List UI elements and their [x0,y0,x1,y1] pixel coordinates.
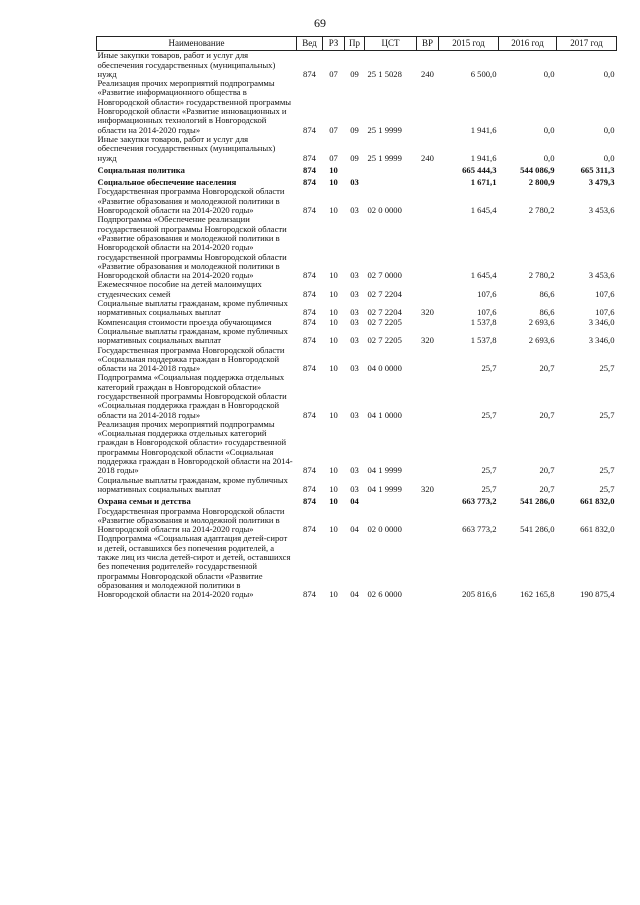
row-name: Реализация прочих мероприятий подпрограммы «Развитие информационного общества в Новгородской области» государственной программы Новгородской области «Развитие инновационных и информационных технологий в Новгородской области на 2014-2020 годы» [97,78,292,135]
row-2016: 162 165,8 [520,589,555,600]
row-rz: 10 [329,307,338,318]
row-2017: 25,7 [599,409,615,420]
table-row [97,280,617,299]
row-ved: 874 [303,496,316,507]
row-vr: 320 [421,483,434,494]
row-name: Иные закупки товаров, работ и услуг для обеспечения государственных (муниципальных) нужд [97,50,276,79]
row-2015: 663 773,2 [462,524,497,535]
row-cst [365,494,417,506]
row-pr: 03 [350,465,359,476]
row-rz: 10 [329,496,338,507]
row-pr: 03 [350,483,359,494]
row-2017: 3 346,0 [588,316,615,327]
row-2016: 2 780,2 [528,270,555,281]
row-2017: 3 453,6 [588,270,615,281]
row-2015: 205 816,6 [462,589,497,600]
row-rz: 10 [329,409,338,420]
row-pr: 04 [350,496,359,507]
row-pr: 04 [350,524,359,535]
header-cst: ЦСТ [365,37,417,51]
row-2017: 25,7 [599,483,615,494]
table-row [97,215,617,280]
row-2016: 2 780,2 [528,205,555,216]
row-name: Охрана семьи и детства [97,496,191,507]
row-ved: 874 [303,288,316,299]
row-ved: 874 [303,164,316,175]
row-name: Ежемесячное пособие на детей малоимущих студенческих семей [97,279,262,299]
row-rz: 10 [329,589,338,600]
table-row [97,534,617,599]
header-vr: ВР [417,37,439,51]
table-row [97,187,617,215]
table-body [97,51,617,600]
row-vr [417,318,439,327]
row-cst [365,163,417,175]
row-rz: 10 [329,335,338,346]
header-2016: 2016 год [499,37,557,51]
row-vr: 240 [421,68,434,79]
row-2017: 107,6 [595,307,615,318]
row-2015: 25,7 [481,465,497,476]
row-vr: 320 [421,307,434,318]
row-rz: 10 [329,164,338,175]
row-2016: 2 693,6 [528,316,555,327]
row-2017: 661 832,0 [580,496,615,507]
row-rz: 10 [329,205,338,216]
row-ved: 874 [303,589,316,600]
row-name: Государственная программа Новгородской области «Развитие образования и молодежной политики в Новгородской области на 2014-2020 годы» [97,505,285,535]
row-pr: 09 [350,68,359,79]
row-rz: 10 [329,270,338,281]
row-cst [365,175,417,187]
row-2017: 3 453,6 [588,205,615,216]
row-2017: 0,0 [603,124,615,135]
row-2017: 665 311,3 [580,164,615,175]
row-2015: 1 941,6 [470,152,497,163]
row-name: Подпрограмма «Социальная адаптация детей-сирот и детей, оставшихся без попечения родителей, а также лиц из числа детей-сирот и детей, оставшихся без попечения родителей» государственной программы Новгородской области «Развитие образования и молодежной политики в Новгородской области на 2014-2020 годы» [97,533,291,600]
row-vr [417,280,439,299]
row-cst: 04 1 9999 [367,483,402,494]
row-2016: 2 800,9 [528,177,555,188]
row-2015: 1 671,1 [470,177,497,188]
row-name: Социальное обеспечение населения [97,177,237,188]
row-ved: 874 [303,483,316,494]
table-row [97,507,617,535]
header-rz: РЗ [323,37,345,51]
table-row [97,373,617,419]
row-2016: 0,0 [543,152,555,163]
row-2016: 20,7 [539,363,555,374]
row-rz: 10 [329,465,338,476]
row-ved: 874 [303,68,316,79]
row-2015: 665 444,3 [462,164,497,175]
row-pr [345,163,365,175]
row-pr: 03 [350,409,359,420]
row-pr: 03 [350,177,359,188]
row-cst: 02 7 2204 [367,307,402,318]
row-pr: 04 [350,589,359,600]
row-2017: 25,7 [599,465,615,476]
row-rz: 07 [329,124,338,135]
row-cst: 25 1 9999 [367,152,402,163]
row-name: Социальные выплаты гражданам, кроме публичных нормативных социальных выплат [97,474,288,494]
header-2017: 2017 год [557,37,617,51]
row-2015: 1 645,4 [470,205,497,216]
row-2015: 25,7 [481,363,497,374]
row-ved: 874 [303,316,316,327]
row-rz: 10 [329,363,338,374]
row-cst: 02 6 0000 [367,589,402,600]
row-2017: 107,6 [595,288,615,299]
header-pr: Пр [345,37,365,51]
row-pr: 03 [350,270,359,281]
row-name: Подпрограмма «Социальная поддержка отдельных категорий граждан в Новгородской области» государственной программы Новгородской области «Социальная поддержка граждан в Новгородской области на 2014-2018 годы» [97,372,287,420]
row-pr: 03 [350,307,359,318]
table-row [97,494,617,506]
row-2015: 107,6 [477,307,497,318]
row-vr [417,494,439,506]
row-2015: 25,7 [481,483,497,494]
row-2016: 86,6 [539,307,555,318]
row-vr [417,175,439,187]
table-row [97,327,617,346]
row-ved: 874 [303,524,316,535]
row-pr: 03 [350,335,359,346]
row-2017: 0,0 [603,152,615,163]
row-name: Реализация прочих мероприятий подпрограммы «Социальная поддержка отдельных категорий граждан в Новгородской области» государственной программы Новгородской области «Социальная поддержка граждан в Новгородской области на 2014-2018 годы» [97,418,293,476]
row-2015: 25,7 [481,409,497,420]
row-pr: 03 [350,205,359,216]
row-vr [417,163,439,175]
row-2016: 2 693,6 [528,335,555,346]
row-2015: 1 645,4 [470,270,497,281]
row-cst: 04 0 0000 [367,363,402,374]
row-name: Иные закупки товаров, работ и услуг для обеспечения государственных (муниципальных) нужд [97,133,276,163]
row-vr: 320 [421,335,434,346]
row-2017: 3 479,3 [588,177,615,188]
header-ved: Вед [297,37,323,51]
row-name: Социальные выплаты гражданам, кроме публичных нормативных социальных выплат [97,298,288,318]
row-ved: 874 [303,270,316,281]
row-2015: 107,6 [477,288,497,299]
row-2017: 3 346,0 [588,335,615,346]
row-2017: 25,7 [599,363,615,374]
row-ved: 874 [303,124,316,135]
row-2015: 1 537,8 [470,316,497,327]
row-pr: 03 [350,363,359,374]
row-vr [417,79,439,135]
row-2017: 0,0 [603,68,615,79]
row-cst: 04 1 9999 [367,465,402,476]
row-name: Подпрограмма «Обеспечение реализации государственной программы Новгородской области «Развитие образования и молодежной политики в Новгородской области на 2014-2020 годы» государственной программы Новгородской области «Развитие образования и молодежной политики в Новгородской области на 2014-2020 годы» [97,214,287,281]
row-vr [417,373,439,419]
row-2017: 661 832,0 [580,524,615,535]
row-cst: 02 7 2204 [367,288,402,299]
row-cst: 02 7 2205 [367,335,402,346]
row-name: Компенсация стоимости проезда обучающимся [97,316,272,327]
row-rz: 10 [329,177,338,188]
row-pr: 09 [350,124,359,135]
row-cst: 25 1 9999 [367,124,402,135]
row-ved: 874 [303,152,316,163]
row-cst: 02 0 0000 [367,524,402,535]
row-2017: 190 875,4 [580,589,615,600]
row-rz: 10 [329,316,338,327]
budget-table [96,36,617,600]
row-vr: 240 [421,152,434,163]
row-vr [417,507,439,535]
row-pr: 03 [350,316,359,327]
row-ved: 874 [303,363,316,374]
row-cst: 02 0 0000 [367,205,402,216]
row-ved: 874 [303,409,316,420]
row-2015: 1 537,8 [470,335,497,346]
row-name: Государственная программа Новгородской области «Развитие образования и молодежной политики в Новгородской области на 2014-2020 годы» [97,186,285,216]
row-cst: 02 7 0000 [367,270,402,281]
row-ved: 874 [303,465,316,476]
row-ved: 874 [303,205,316,216]
table-row [97,299,617,318]
row-2016: 86,6 [539,288,555,299]
row-name: Социальные выплаты гражданам, кроме публичных нормативных социальных выплат [97,325,288,346]
table-row [97,135,617,163]
row-cst: 04 1 0000 [367,409,402,420]
row-ved: 874 [303,307,316,318]
row-cst: 02 7 2205 [367,316,402,327]
table-row [97,346,617,374]
row-2016: 20,7 [539,483,555,494]
row-ved: 874 [303,335,316,346]
row-vr [417,420,439,476]
row-pr: 03 [350,288,359,299]
row-rz: 10 [329,524,338,535]
table-row [97,163,617,175]
row-2015: 1 941,6 [470,124,497,135]
row-2016: 544 086,9 [520,164,555,175]
row-vr [417,346,439,374]
row-2016: 0,0 [543,124,555,135]
row-cst: 25 1 5028 [367,68,402,79]
table-row [97,51,617,79]
row-2016: 20,7 [539,409,555,420]
row-2016: 541 286,0 [520,524,555,535]
row-2015: 6 500,0 [470,68,497,79]
row-2015: 663 773,2 [462,496,497,507]
header-name: Наименование [97,37,297,51]
table-row [97,79,617,135]
table-header-row [97,37,617,51]
row-rz: 10 [329,483,338,494]
row-2016: 20,7 [539,465,555,476]
row-name: Социальная политика [97,164,185,175]
header-2015: 2015 год [439,37,499,51]
row-rz: 10 [329,288,338,299]
row-rz: 07 [329,68,338,79]
row-pr: 09 [350,152,359,163]
table-row [97,420,617,476]
row-ved: 874 [303,177,316,188]
row-2016: 541 286,0 [520,496,555,507]
row-vr [417,187,439,215]
table-row [97,476,617,495]
row-vr [417,215,439,280]
row-2016: 0,0 [543,68,555,79]
page-number: 69 [314,16,326,30]
row-vr [417,534,439,599]
row-name: Государственная программа Новгородской области «Социальная поддержка граждан в Новгородской области на 2014-2018 годы» [97,344,285,374]
row-rz: 07 [329,152,338,163]
